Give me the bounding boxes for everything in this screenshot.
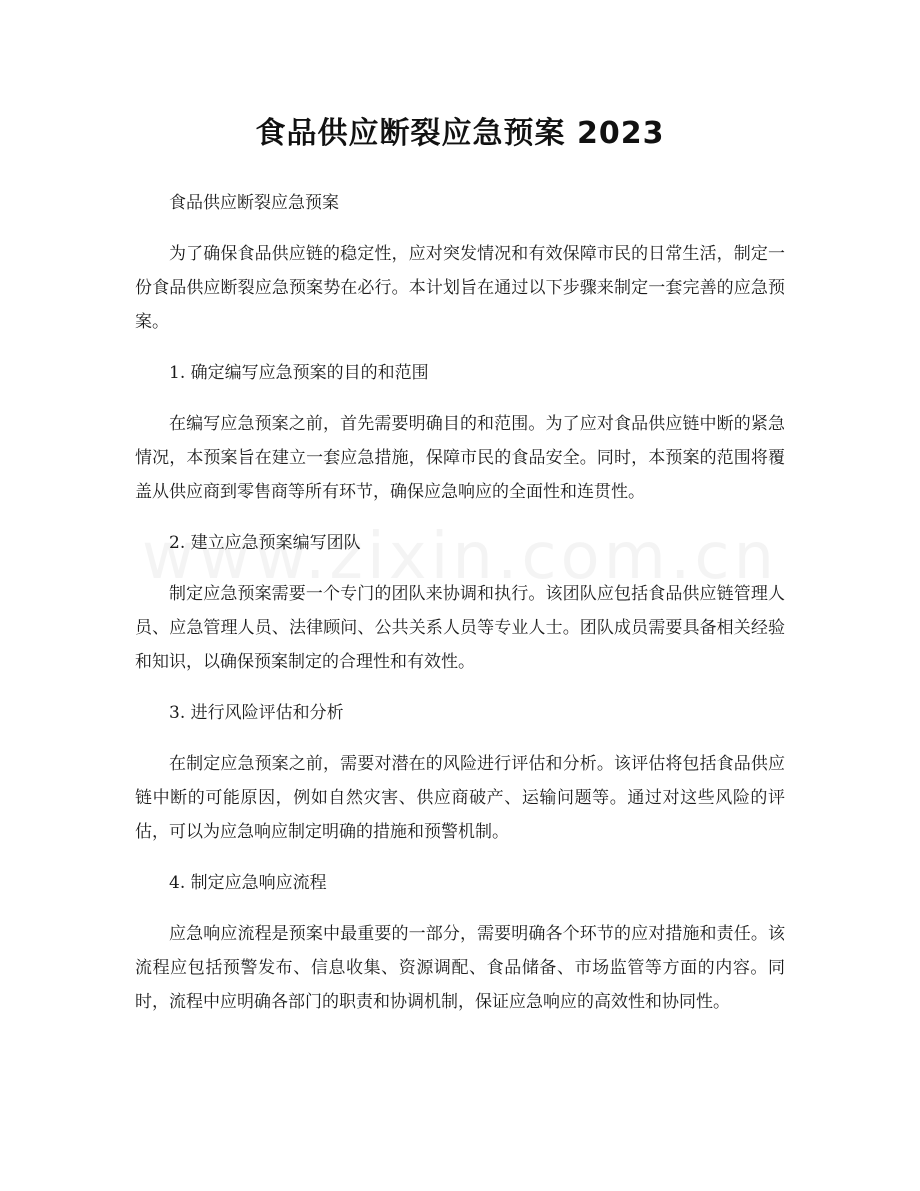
section-paragraph: 在制定应急预案之前，需要对潜在的风险进行评估和分析。该评估将包括食品供应链中断的可能原因，例如自然灾害、供应商破产、运输问题等。通过对这些风险的评估，可以为应急响应制定明确的措施和预警机制。 (135, 754, 785, 842)
document-body (135, 186, 785, 1036)
section-heading: 1. 确定编写应急预案的目的和范围 (169, 363, 429, 383)
section-paragraph: 制定应急预案需要一个专门的团队来协调和执行。该团队应包括食品供应链管理人员、应急管理人员、法律顾问、公共关系人员等专业人士。团队成员需要具备相关经验和知识，以确保预案制定的合理性和有效性。 (135, 584, 785, 672)
document-subtitle: 食品供应断裂应急预案 (169, 193, 339, 213)
document-title: 食品供应断裂应急预案 2023 (255, 116, 665, 151)
section-heading: 2. 建立应急预案编写团队 (169, 533, 361, 553)
section-heading: 4. 制定应急响应流程 (169, 873, 327, 893)
section-heading: 3. 进行风险评估和分析 (169, 703, 344, 723)
intro-paragraph: 为了确保食品供应链的稳定性，应对突发情况和有效保障市民的日常生活，制定一份食品供应断裂应急预案势在必行。本计划旨在通过以下步骤来制定一套完善的应急预案。 (135, 244, 785, 332)
section-paragraph: 在编写应急预案之前，首先需要明确目的和范围。为了应对食品供应链中断的紧急情况，本预案旨在建立一套应急措施，保障市民的食品安全。同时，本预案的范围将覆盖从供应商到零售商等所有环节，确保应急响应的全面性和连贯性。 (135, 414, 785, 502)
section-paragraph: 应急响应流程是预案中最重要的一部分，需要明确各个环节的应对措施和责任。该流程应包括预警发布、信息收集、资源调配、食品储备、市场监管等方面的内容。同时，流程中应明确各部门的职责和协调机制，保证应急响应的高效性和协同性。 (135, 924, 785, 1012)
